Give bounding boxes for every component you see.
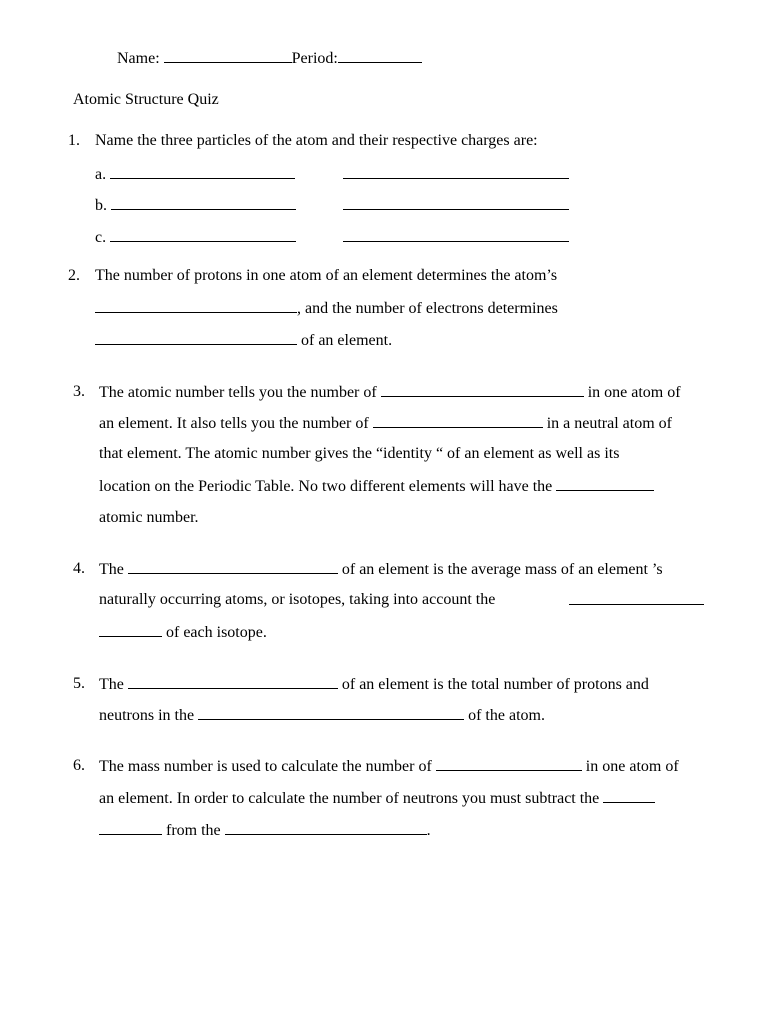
q4-line2-blank-wrap — [569, 590, 704, 610]
q1-b-label: b. — [95, 197, 107, 214]
q3-line2a-text: an element. It also tells you the number of — [99, 415, 373, 432]
q5-line1a-text: The — [99, 676, 128, 693]
q2-line2-text: , and the number of electrons determines — [297, 300, 558, 317]
q1-a-label: a. — [95, 166, 107, 183]
q6-blank-3[interactable] — [99, 820, 162, 835]
q4-line1a-text: The — [99, 561, 128, 578]
q5-blank-2[interactable] — [198, 705, 464, 720]
q1-number: 1. — [68, 132, 80, 149]
q3-blank-3[interactable] — [556, 476, 654, 491]
q1-b-charge-blank[interactable] — [343, 195, 569, 210]
q6-number: 6. — [73, 757, 85, 774]
q1-text: Name the three particles of the atom and their respective charges are: — [95, 132, 538, 149]
q6-line2a-text: an element. In order to calculate the number of neutrons you must subtract the — [99, 790, 604, 807]
q3-number: 3. — [73, 383, 85, 400]
q2-blank-1[interactable] — [95, 298, 297, 313]
q4-blank-1[interactable] — [128, 559, 338, 574]
q1-row-a-charge — [343, 164, 569, 184]
q1-c-particle-blank[interactable] — [110, 227, 296, 242]
q2-line1: The number of protons in one atom of an element determines the atom’s — [95, 267, 558, 284]
q3-line4a-text: location on the Periodic Table. No two different elements will have the — [99, 478, 557, 495]
q4-line3-text: of each isotope. — [162, 624, 267, 641]
q3-blank-1[interactable] — [381, 382, 584, 397]
q6-line1a-text: The mass number is used to calculate the number of — [99, 758, 436, 775]
q4-line1b-text: of an element is the average mass of an element ’s — [337, 561, 663, 578]
quiz-title: Atomic Structure Quiz — [73, 91, 219, 108]
q3-line2b-text: in a neutral atom of — [542, 415, 672, 432]
header-line — [117, 48, 422, 68]
q3-line1a-text: The atomic number tells you the number of — [99, 384, 381, 401]
q6-blank-4[interactable] — [225, 820, 427, 835]
q4-blank-3[interactable] — [99, 622, 162, 637]
q1-row-b — [95, 195, 296, 215]
q5-line2b-text: of the atom. — [464, 707, 545, 724]
q4-line3 — [99, 622, 267, 642]
q3-blank-2[interactable] — [373, 413, 543, 428]
q1-a-particle-blank[interactable] — [110, 164, 295, 179]
q5-blank-1[interactable] — [128, 674, 338, 689]
q5-line1b-text: of an element is the total number of protons and — [337, 676, 649, 693]
q2-number: 2. — [68, 267, 80, 284]
q5-line1 — [99, 674, 649, 694]
q5-line2 — [99, 705, 545, 725]
period-blank[interactable] — [338, 48, 422, 63]
q2-line3 — [95, 330, 392, 350]
q1-b-particle-blank[interactable] — [111, 195, 296, 210]
q1-row-c — [95, 227, 296, 247]
q4-line2: naturally occurring atoms, or isotopes, taking into account the — [99, 591, 496, 608]
q3-line4 — [99, 476, 654, 496]
period-label: Period: — [291, 50, 338, 67]
q6-blank-2[interactable] — [603, 788, 655, 803]
q1-row-a — [95, 164, 295, 184]
q5-line2a-text: neutrons in the — [99, 707, 199, 724]
q1-c-charge-blank[interactable] — [343, 227, 569, 242]
q5-number: 5. — [73, 675, 85, 692]
q3-line1 — [99, 382, 681, 402]
name-label: Name: — [117, 50, 160, 67]
q3-line3: that element. The atomic number gives the “identity “ of an element as well as its — [99, 445, 620, 462]
q4-line1 — [99, 559, 663, 579]
q6-line3 — [99, 820, 431, 840]
q1-row-b-charge — [343, 195, 569, 215]
name-blank[interactable] — [164, 48, 292, 63]
q4-blank-2[interactable] — [569, 590, 704, 605]
q2-line3-text: of an element. — [297, 332, 393, 349]
q6-line3a-text: from the — [162, 822, 225, 839]
q6-line1 — [99, 756, 679, 776]
q6-blank-1[interactable] — [436, 756, 582, 771]
q2-line2 — [95, 298, 558, 318]
q2-blank-2[interactable] — [95, 330, 297, 345]
q4-number: 4. — [73, 560, 85, 577]
q6-line1b-text: in one atom of — [581, 758, 679, 775]
q1-row-c-charge — [343, 227, 569, 247]
q3-line1b-text: in one atom of — [583, 384, 681, 401]
q6-line3b-text: . — [426, 822, 431, 839]
q1-a-charge-blank[interactable] — [343, 164, 569, 179]
q6-line2 — [99, 788, 655, 808]
q3-line2 — [99, 413, 672, 433]
q1-c-label: c. — [95, 229, 107, 246]
q3-line5: atomic number. — [99, 509, 199, 526]
